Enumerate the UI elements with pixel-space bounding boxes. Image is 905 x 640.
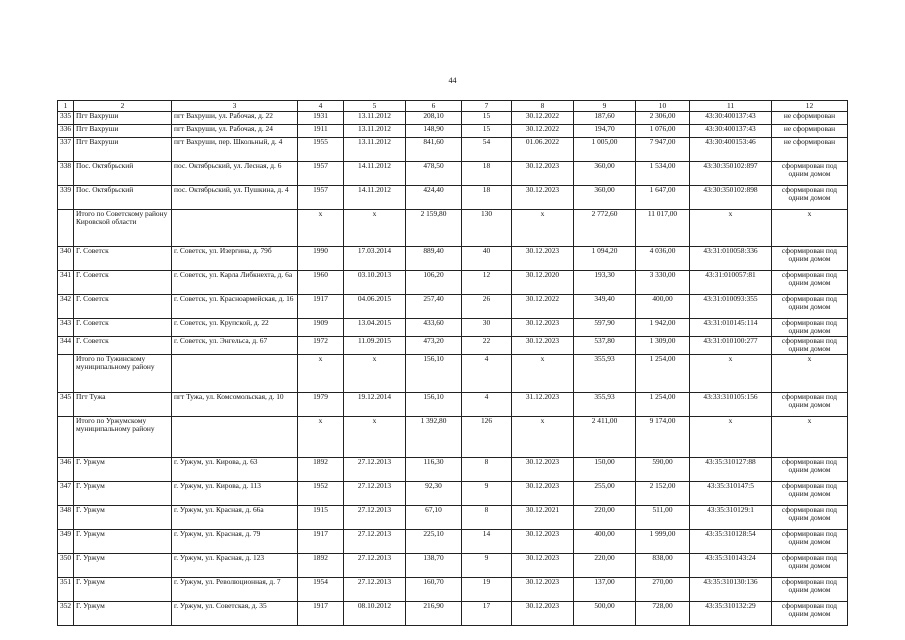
column-header-5: 5 <box>344 101 406 112</box>
cadastral-number-cell: 43:30:400153:46 <box>690 138 772 162</box>
settlement-cell: Пос. Октябрьский <box>74 186 172 210</box>
page-number: 44 <box>448 76 457 85</box>
column-10-cell: 1 254,00 <box>636 355 690 393</box>
residents-cell: 18 <box>462 186 512 210</box>
deadline-cell: х <box>512 417 574 458</box>
column-9-cell: 400,00 <box>574 530 636 554</box>
residents-cell: 4 <box>462 393 512 417</box>
settlement-cell: Г. Уржум <box>74 578 172 602</box>
column-10-cell: 1 076,00 <box>636 125 690 138</box>
date-cell: 27.12.2013 <box>344 554 406 578</box>
date-cell: х <box>344 417 406 458</box>
table-row <box>58 125 848 138</box>
settlement-cell: Пгт Тужа <box>74 393 172 417</box>
year-cell: 1909 <box>298 319 344 337</box>
row-number: 351 <box>58 578 74 602</box>
year-cell: 1990 <box>298 247 344 271</box>
column-header-8: 8 <box>512 101 574 112</box>
area-cell: 841,60 <box>406 138 462 162</box>
status-cell: сформирован под одним домом <box>772 554 848 578</box>
deadline-cell: 30.12.2023 <box>512 186 574 210</box>
column-9-cell: 500,00 <box>574 602 636 626</box>
row-number: 348 <box>58 506 74 530</box>
area-cell: 138,70 <box>406 554 462 578</box>
column-9-cell: 194,70 <box>574 125 636 138</box>
area-cell: 67,10 <box>406 506 462 530</box>
residents-cell: 54 <box>462 138 512 162</box>
column-10-cell: 11 017,00 <box>636 210 690 247</box>
subtotal-label: Итого по Советскому району Кировской области <box>74 210 172 247</box>
table-row <box>58 295 848 319</box>
row-number: 339 <box>58 186 74 210</box>
deadline-cell: 30.12.2023 <box>512 482 574 506</box>
subtotal-row <box>58 210 848 247</box>
residents-cell: 15 <box>462 125 512 138</box>
column-10-cell: 1 942,00 <box>636 319 690 337</box>
settlement-cell: Г. Уржум <box>74 530 172 554</box>
status-cell: сформирован под одним домом <box>772 578 848 602</box>
empty-cell <box>58 417 74 458</box>
address-cell: г. Уржум, ул. Красная, д. 79 <box>172 530 298 554</box>
table-row <box>58 319 848 337</box>
column-10-cell: 4 036,00 <box>636 247 690 271</box>
year-cell: 1915 <box>298 506 344 530</box>
area-cell: 1 392,80 <box>406 417 462 458</box>
status-cell: сформирован под одним домом <box>772 295 848 319</box>
deadline-cell: 30.12.2023 <box>512 554 574 578</box>
date-cell: 08.10.2012 <box>344 602 406 626</box>
area-cell: 156,10 <box>406 355 462 393</box>
column-10-cell: 838,00 <box>636 554 690 578</box>
residents-cell: 9 <box>462 482 512 506</box>
column-header-1: 1 <box>58 101 74 112</box>
column-9-cell: 360,00 <box>574 186 636 210</box>
date-cell: 03.10.2013 <box>344 271 406 295</box>
deadline-cell: 30.12.2021 <box>512 506 574 530</box>
column-header-4: 4 <box>298 101 344 112</box>
year-cell: 1972 <box>298 337 344 355</box>
settlement-cell: Г. Уржум <box>74 482 172 506</box>
column-header-10: 10 <box>636 101 690 112</box>
date-cell: 11.09.2015 <box>344 337 406 355</box>
deadline-cell: 01.06.2022 <box>512 138 574 162</box>
cadastral-number-cell: 43:31:010093:355 <box>690 295 772 319</box>
cadastral-number-cell: 43:35:310128:54 <box>690 530 772 554</box>
address-cell: г. Уржум, ул. Красная, д. 66а <box>172 506 298 530</box>
year-cell: 1955 <box>298 138 344 162</box>
date-cell: 04.06.2015 <box>344 295 406 319</box>
year-cell: 1979 <box>298 393 344 417</box>
date-cell: 27.12.2013 <box>344 506 406 530</box>
address-cell: пос. Октябрьский, ул. Лесная, д. 6 <box>172 162 298 186</box>
settlement-cell: Пос. Октябрьский <box>74 162 172 186</box>
column-10-cell: 1 999,00 <box>636 530 690 554</box>
year-cell: х <box>298 210 344 247</box>
column-9-cell: 187,60 <box>574 112 636 125</box>
area-cell: 889,40 <box>406 247 462 271</box>
column-10-cell: 1 647,00 <box>636 186 690 210</box>
residents-cell: 14 <box>462 530 512 554</box>
year-cell: 1917 <box>298 295 344 319</box>
column-9-cell: 597,90 <box>574 319 636 337</box>
area-cell: 257,40 <box>406 295 462 319</box>
status-cell: сформирован под одним домом <box>772 602 848 626</box>
residents-cell: 17 <box>462 602 512 626</box>
column-9-cell: 355,93 <box>574 393 636 417</box>
settlement-cell: Г. Советск <box>74 295 172 319</box>
column-9-cell: 255,00 <box>574 482 636 506</box>
cadastral-number-cell: х <box>690 210 772 247</box>
area-cell: 473,20 <box>406 337 462 355</box>
deadline-cell: 30.12.2023 <box>512 578 574 602</box>
column-10-cell: 511,00 <box>636 506 690 530</box>
row-number: 350 <box>58 554 74 578</box>
row-number: 346 <box>58 458 74 482</box>
status-cell: не сформирован <box>772 125 848 138</box>
column-9-cell: 360,00 <box>574 162 636 186</box>
status-cell: сформирован под одним домом <box>772 482 848 506</box>
year-cell: 1954 <box>298 578 344 602</box>
settlement-cell: Г. Советск <box>74 337 172 355</box>
address-cell: пгт Вахруши, ул. Рабочая, д. 24 <box>172 125 298 138</box>
address-cell: пгт Вахруши, пер. Школьный, д. 4 <box>172 138 298 162</box>
column-header-11: 11 <box>690 101 772 112</box>
row-number: 340 <box>58 247 74 271</box>
column-10-cell: 270,00 <box>636 578 690 602</box>
year-cell: 1911 <box>298 125 344 138</box>
date-cell: х <box>344 210 406 247</box>
column-9-cell: 220,00 <box>574 506 636 530</box>
table-row <box>58 602 848 626</box>
column-header-2: 2 <box>74 101 172 112</box>
settlement-cell: Г. Советск <box>74 271 172 295</box>
row-number: 343 <box>58 319 74 337</box>
cadastral-number-cell: 43:35:310129:1 <box>690 506 772 530</box>
deadline-cell: 30.12.2023 <box>512 162 574 186</box>
subtotal-row <box>58 355 848 393</box>
cadastral-number-cell: 43:31:010100:277 <box>690 337 772 355</box>
deadline-cell: 30.12.2023 <box>512 602 574 626</box>
table-row <box>58 162 848 186</box>
status-cell: сформирован под одним домом <box>772 162 848 186</box>
residents-cell: 126 <box>462 417 512 458</box>
deadline-cell: х <box>512 355 574 393</box>
column-10-cell: 2 306,00 <box>636 112 690 125</box>
deadline-cell: 30.12.2020 <box>512 271 574 295</box>
year-cell: 1960 <box>298 271 344 295</box>
area-cell: 116,30 <box>406 458 462 482</box>
residents-cell: 8 <box>462 458 512 482</box>
column-header-6: 6 <box>406 101 462 112</box>
cadastral-number-cell: 43:35:310132:29 <box>690 602 772 626</box>
column-header-7: 7 <box>462 101 512 112</box>
residents-cell: 18 <box>462 162 512 186</box>
address-cell: г. Советск, ул. Карла Либкнехта, д. 6а <box>172 271 298 295</box>
cadastral-number-cell: 43:35:310143:24 <box>690 554 772 578</box>
settlement-cell: Г. Уржум <box>74 458 172 482</box>
date-cell: 13.11.2012 <box>344 125 406 138</box>
status-cell: сформирован под одним домом <box>772 530 848 554</box>
deadline-cell: 30.12.2023 <box>512 530 574 554</box>
cadastral-number-cell: 43:31:010145:114 <box>690 319 772 337</box>
year-cell: 1917 <box>298 602 344 626</box>
row-number: 349 <box>58 530 74 554</box>
header-row <box>58 101 848 112</box>
area-cell: 148,90 <box>406 125 462 138</box>
table-row <box>58 138 848 162</box>
year-cell: 1917 <box>298 530 344 554</box>
deadline-cell: 30.12.2023 <box>512 247 574 271</box>
empty-cell <box>172 210 298 247</box>
address-cell: г. Уржум, ул. Советская, д. 35 <box>172 602 298 626</box>
area-cell: 433,60 <box>406 319 462 337</box>
area-cell: 478,50 <box>406 162 462 186</box>
settlement-cell: Г. Уржум <box>74 506 172 530</box>
column-10-cell: 2 152,00 <box>636 482 690 506</box>
status-cell: сформирован под одним домом <box>772 458 848 482</box>
cadastral-number-cell: х <box>690 355 772 393</box>
residents-cell: 30 <box>462 319 512 337</box>
settlement-cell: Пгт Вахруши <box>74 138 172 162</box>
year-cell: 1957 <box>298 162 344 186</box>
row-number: 336 <box>58 125 74 138</box>
date-cell: 13.11.2012 <box>344 138 406 162</box>
status-cell: сформирован под одним домом <box>772 247 848 271</box>
cadastral-number-cell: 43:30:400137:43 <box>690 112 772 125</box>
column-header-3: 3 <box>172 101 298 112</box>
column-10-cell: 400,00 <box>636 295 690 319</box>
date-cell: 27.12.2013 <box>344 530 406 554</box>
table-row <box>58 186 848 210</box>
table-row <box>58 337 848 355</box>
cadastral-number-cell: 43:35:310127:88 <box>690 458 772 482</box>
column-10-cell: 9 174,00 <box>636 417 690 458</box>
address-cell: г. Уржум, ул. Кирова, д. 113 <box>172 482 298 506</box>
address-cell: г. Уржум, ул. Кирова, д. 63 <box>172 458 298 482</box>
table-row <box>58 458 848 482</box>
area-cell: 2 159,80 <box>406 210 462 247</box>
date-cell: 27.12.2013 <box>344 482 406 506</box>
status-cell: сформирован под одним домом <box>772 506 848 530</box>
column-10-cell: 728,00 <box>636 602 690 626</box>
status-cell: х <box>772 355 848 393</box>
date-cell: 27.12.2013 <box>344 578 406 602</box>
year-cell: х <box>298 417 344 458</box>
year-cell: 1957 <box>298 186 344 210</box>
address-cell: пгт Вахруши, ул. Рабочая, д. 22 <box>172 112 298 125</box>
subtotal-row <box>58 417 848 458</box>
settlement-cell: Г. Уржум <box>74 602 172 626</box>
row-number: 335 <box>58 112 74 125</box>
table-row <box>58 506 848 530</box>
status-cell: сформирован под одним домом <box>772 319 848 337</box>
cadastral-number-cell: 43:31:010057:81 <box>690 271 772 295</box>
year-cell: 1892 <box>298 554 344 578</box>
residents-cell: 8 <box>462 506 512 530</box>
table-row <box>58 578 848 602</box>
status-cell: сформирован под одним домом <box>772 337 848 355</box>
year-cell: 1931 <box>298 112 344 125</box>
empty-cell <box>58 210 74 247</box>
settlement-cell: Г. Советск <box>74 319 172 337</box>
column-9-cell: 150,00 <box>574 458 636 482</box>
area-cell: 424,40 <box>406 186 462 210</box>
column-10-cell: 1 254,00 <box>636 393 690 417</box>
table-body <box>58 112 848 626</box>
area-cell: 160,70 <box>406 578 462 602</box>
status-cell: не сформирован <box>772 138 848 162</box>
address-cell: г. Уржум, ул. Красная, д. 123 <box>172 554 298 578</box>
row-number: 337 <box>58 138 74 162</box>
row-number: 338 <box>58 162 74 186</box>
table-row <box>58 393 848 417</box>
column-10-cell: 1 309,00 <box>636 337 690 355</box>
date-cell: 13.04.2015 <box>344 319 406 337</box>
area-cell: 225,10 <box>406 530 462 554</box>
date-cell: 27.12.2013 <box>344 458 406 482</box>
cadastral-number-cell: 43:30:350102:898 <box>690 186 772 210</box>
column-10-cell: 3 330,00 <box>636 271 690 295</box>
deadline-cell: 30.12.2022 <box>512 125 574 138</box>
subtotal-label: Итого по Тужинскому муниципальному району <box>74 355 172 393</box>
date-cell: 19.12.2014 <box>344 393 406 417</box>
table-row <box>58 271 848 295</box>
year-cell: х <box>298 355 344 393</box>
address-cell: пгт Тужа, ул. Комсомольская, д. 10 <box>172 393 298 417</box>
subtotal-label: Итого по Уржумскому муниципальному району <box>74 417 172 458</box>
area-cell: 216,90 <box>406 602 462 626</box>
column-9-cell: 137,00 <box>574 578 636 602</box>
deadline-cell: 30.12.2022 <box>512 112 574 125</box>
cadastral-number-cell: 43:30:350102:897 <box>690 162 772 186</box>
row-number: 345 <box>58 393 74 417</box>
column-9-cell: 1 005,00 <box>574 138 636 162</box>
residents-cell: 12 <box>462 271 512 295</box>
residents-cell: 15 <box>462 112 512 125</box>
row-number: 341 <box>58 271 74 295</box>
area-cell: 106,20 <box>406 271 462 295</box>
cadastral-number-cell: х <box>690 417 772 458</box>
cadastral-number-cell: 43:35:310130:136 <box>690 578 772 602</box>
status-cell: сформирован под одним домом <box>772 393 848 417</box>
deadline-cell: 30.12.2023 <box>512 319 574 337</box>
cadastral-number-cell: 43:33:310105:156 <box>690 393 772 417</box>
table-row <box>58 554 848 578</box>
column-9-cell: 349,40 <box>574 295 636 319</box>
row-number: 342 <box>58 295 74 319</box>
date-cell: 14.11.2012 <box>344 186 406 210</box>
address-cell: г. Советск, ул. Красноармейская, д. 16 <box>172 295 298 319</box>
date-cell: 17.03.2014 <box>344 247 406 271</box>
residents-cell: 4 <box>462 355 512 393</box>
status-cell: х <box>772 417 848 458</box>
empty-cell <box>58 355 74 393</box>
area-cell: 92,30 <box>406 482 462 506</box>
status-cell: сформирован под одним домом <box>772 186 848 210</box>
address-cell: г. Советск, ул. Крупской, д. 22 <box>172 319 298 337</box>
row-number: 352 <box>58 602 74 626</box>
column-9-cell: 2 411,00 <box>574 417 636 458</box>
column-header-12: 12 <box>772 101 848 112</box>
date-cell: 13.11.2012 <box>344 112 406 125</box>
cadastral-number-cell: 43:30:400137:43 <box>690 125 772 138</box>
date-cell: х <box>344 355 406 393</box>
residents-cell: 130 <box>462 210 512 247</box>
date-cell: 14.11.2012 <box>344 162 406 186</box>
deadline-cell: 30.12.2022 <box>512 295 574 319</box>
row-number: 347 <box>58 482 74 506</box>
housing-registry-table <box>57 100 848 626</box>
address-cell: г. Советск, ул. Изергина, д. 79б <box>172 247 298 271</box>
column-10-cell: 590,00 <box>636 458 690 482</box>
status-cell: сформирован под одним домом <box>772 271 848 295</box>
column-9-cell: 193,30 <box>574 271 636 295</box>
column-10-cell: 1 534,00 <box>636 162 690 186</box>
table-row <box>58 530 848 554</box>
status-cell: не сформирован <box>772 112 848 125</box>
deadline-cell: х <box>512 210 574 247</box>
empty-cell <box>172 417 298 458</box>
deadline-cell: 31.12.2023 <box>512 393 574 417</box>
deadline-cell: 30.12.2023 <box>512 337 574 355</box>
settlement-cell: Г. Советск <box>74 247 172 271</box>
settlement-cell: Г. Уржум <box>74 554 172 578</box>
residents-cell: 26 <box>462 295 512 319</box>
deadline-cell: 30.12.2023 <box>512 458 574 482</box>
empty-cell <box>172 355 298 393</box>
address-cell: пос. Октябрьский, ул. Пушкина, д. 4 <box>172 186 298 210</box>
column-9-cell: 1 094,20 <box>574 247 636 271</box>
settlement-cell: Пгт Вахруши <box>74 125 172 138</box>
area-cell: 208,10 <box>406 112 462 125</box>
address-cell: г. Уржум, ул. Революционная, д. 7 <box>172 578 298 602</box>
address-cell: г. Советск, ул. Энгельса, д. 67 <box>172 337 298 355</box>
table-row <box>58 482 848 506</box>
area-cell: 156,10 <box>406 393 462 417</box>
column-9-cell: 537,80 <box>574 337 636 355</box>
cadastral-number-cell: 43:35:310147:5 <box>690 482 772 506</box>
status-cell: х <box>772 210 848 247</box>
cadastral-number-cell: 43:31:010058:336 <box>690 247 772 271</box>
residents-cell: 9 <box>462 554 512 578</box>
year-cell: 1952 <box>298 482 344 506</box>
table-row <box>58 112 848 125</box>
residents-cell: 22 <box>462 337 512 355</box>
column-9-cell: 2 772,60 <box>574 210 636 247</box>
column-10-cell: 7 947,00 <box>636 138 690 162</box>
column-9-cell: 355,93 <box>574 355 636 393</box>
column-header-9: 9 <box>574 101 636 112</box>
residents-cell: 19 <box>462 578 512 602</box>
year-cell: 1892 <box>298 458 344 482</box>
column-9-cell: 220,00 <box>574 554 636 578</box>
row-number: 344 <box>58 337 74 355</box>
table-row <box>58 247 848 271</box>
residents-cell: 40 <box>462 247 512 271</box>
settlement-cell: Пгт Вахруши <box>74 112 172 125</box>
